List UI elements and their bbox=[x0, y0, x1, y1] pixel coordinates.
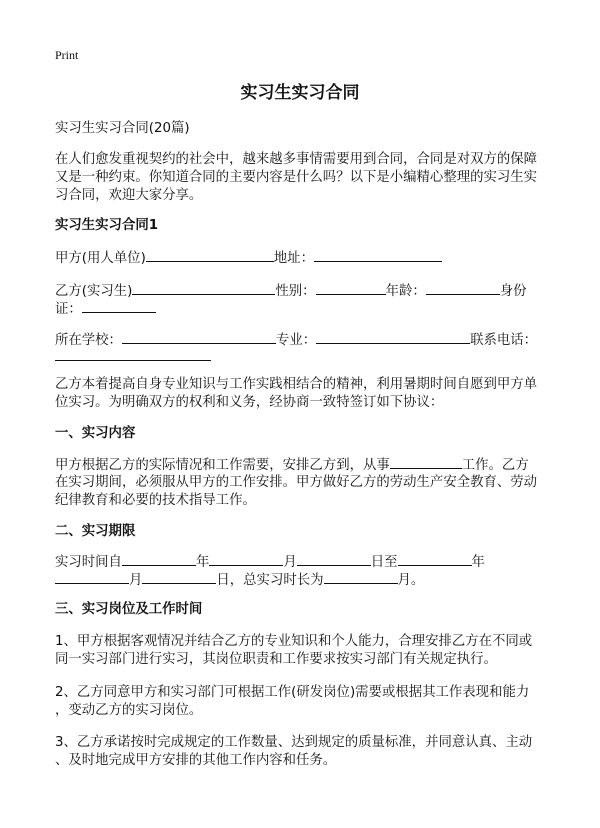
age-label: 年龄： bbox=[385, 284, 426, 299]
section2-heading: 二、实习期限 bbox=[55, 524, 136, 539]
print-link[interactable]: Print bbox=[55, 48, 79, 62]
section1-line bbox=[55, 456, 529, 475]
preamble-line: 乙方本着提高自身专业知识与工作实践相结合的精神，利用暑期时间自愿到甲方单 bbox=[55, 377, 538, 392]
document-title: 实习生实习合同 bbox=[240, 83, 360, 103]
section3-item: 3、乙方承诺按时完成规定的工作数量、达到规定的质量标准，并同意认真、主动 bbox=[55, 735, 533, 750]
party-a-blank[interactable] bbox=[146, 249, 274, 262]
section1-heading: 一、实习内容 bbox=[55, 426, 136, 441]
id-label-cont: 证： bbox=[55, 302, 82, 317]
age-blank[interactable] bbox=[426, 282, 500, 295]
section2-line bbox=[55, 553, 485, 572]
phone-label: 联系电话： bbox=[470, 333, 538, 348]
section3-heading: 三、实习岗位及工作时间 bbox=[55, 602, 203, 617]
intro-line: 又是一种约束。你知道合同的主要内容是什么吗？以下是小编精心整理的实习生实 bbox=[55, 170, 538, 185]
preamble-line: 位实习。为明确双方的权利和义务，经协商一致特签订如下协议： bbox=[55, 395, 444, 410]
end-month-blank[interactable] bbox=[55, 571, 129, 584]
section3-item: 同一实习部门进行实习，其岗位职责和工作要求按实习部门有关规定执行。 bbox=[55, 652, 497, 667]
gender-blank[interactable] bbox=[316, 282, 386, 295]
school-label: 所在学校： bbox=[55, 333, 122, 348]
work-blank[interactable] bbox=[390, 456, 462, 469]
section2-text: 日至 bbox=[370, 555, 398, 570]
major-blank[interactable] bbox=[316, 331, 470, 344]
start-month-blank[interactable] bbox=[209, 553, 283, 566]
section2-text: 实习时间自 bbox=[55, 555, 122, 570]
section2-text: 月 bbox=[283, 555, 297, 570]
section3-item: 、及时地完成甲方安排的其他工作内容和任务。 bbox=[55, 753, 337, 768]
address-blank[interactable] bbox=[314, 249, 442, 262]
party-b-row bbox=[55, 282, 527, 301]
section1-line: 在实习期间，必须服从甲方的工作安排。甲方做好乙方的劳动生产安全教育、劳动 bbox=[55, 475, 538, 490]
party-a-label: 甲方(用人单位) bbox=[55, 251, 146, 266]
id-row bbox=[55, 300, 156, 319]
gender-label: 性别： bbox=[275, 284, 316, 299]
school-blank[interactable] bbox=[122, 331, 276, 344]
section2-text: 年 bbox=[471, 555, 485, 570]
address-label: 地址： bbox=[273, 251, 314, 266]
section1-line: 纪律教育和必要的技术指导工作。 bbox=[55, 493, 256, 508]
section3-item: ，变动乙方的实习岗位。 bbox=[55, 703, 203, 718]
intro-line: 习合同，欢迎大家分享。 bbox=[55, 188, 203, 203]
section3-item: 1、甲方根据客观情况并结合乙方的专业知识和个人能力，合理安排乙方在不同或 bbox=[55, 634, 533, 649]
section2-line bbox=[55, 571, 424, 590]
section2-text: 月。 bbox=[397, 573, 425, 588]
phone-row bbox=[55, 348, 211, 367]
major-label: 专业： bbox=[275, 333, 317, 348]
end-year-blank[interactable] bbox=[398, 553, 472, 566]
contract-heading: 实习生实习合同1 bbox=[55, 218, 159, 233]
intro-line: 在人们愈发重视契约的社会中，越来越多事情需要用到合同，合同是对双方的保障 bbox=[55, 152, 538, 167]
start-year-blank[interactable] bbox=[122, 553, 196, 566]
id-label: 身份 bbox=[499, 284, 527, 299]
phone-blank[interactable] bbox=[55, 348, 211, 361]
subtitle: 实习生实习合同(20篇) bbox=[55, 121, 190, 136]
section3-item: 2、乙方同意甲方和实习部门可根据工作(研发岗位)需要或根据其工作表现和能力 bbox=[55, 685, 530, 700]
party-b-label: 乙方(实习生) bbox=[55, 284, 133, 299]
section2-text: 日，总实习时长为 bbox=[216, 573, 324, 588]
id-blank[interactable] bbox=[82, 300, 156, 313]
end-day-blank[interactable] bbox=[142, 571, 216, 584]
section1-text: 甲方根据乙方的实际情况和工作需要，安排乙方到，从事 bbox=[55, 458, 390, 473]
section2-text: 月 bbox=[129, 573, 143, 588]
party-a-row bbox=[55, 249, 442, 268]
section2-text: 年 bbox=[195, 555, 210, 570]
section1-text: 工作。乙方 bbox=[461, 458, 529, 473]
start-day-blank[interactable] bbox=[297, 553, 371, 566]
party-b-blank[interactable] bbox=[132, 282, 275, 295]
duration-blank[interactable] bbox=[324, 571, 398, 584]
